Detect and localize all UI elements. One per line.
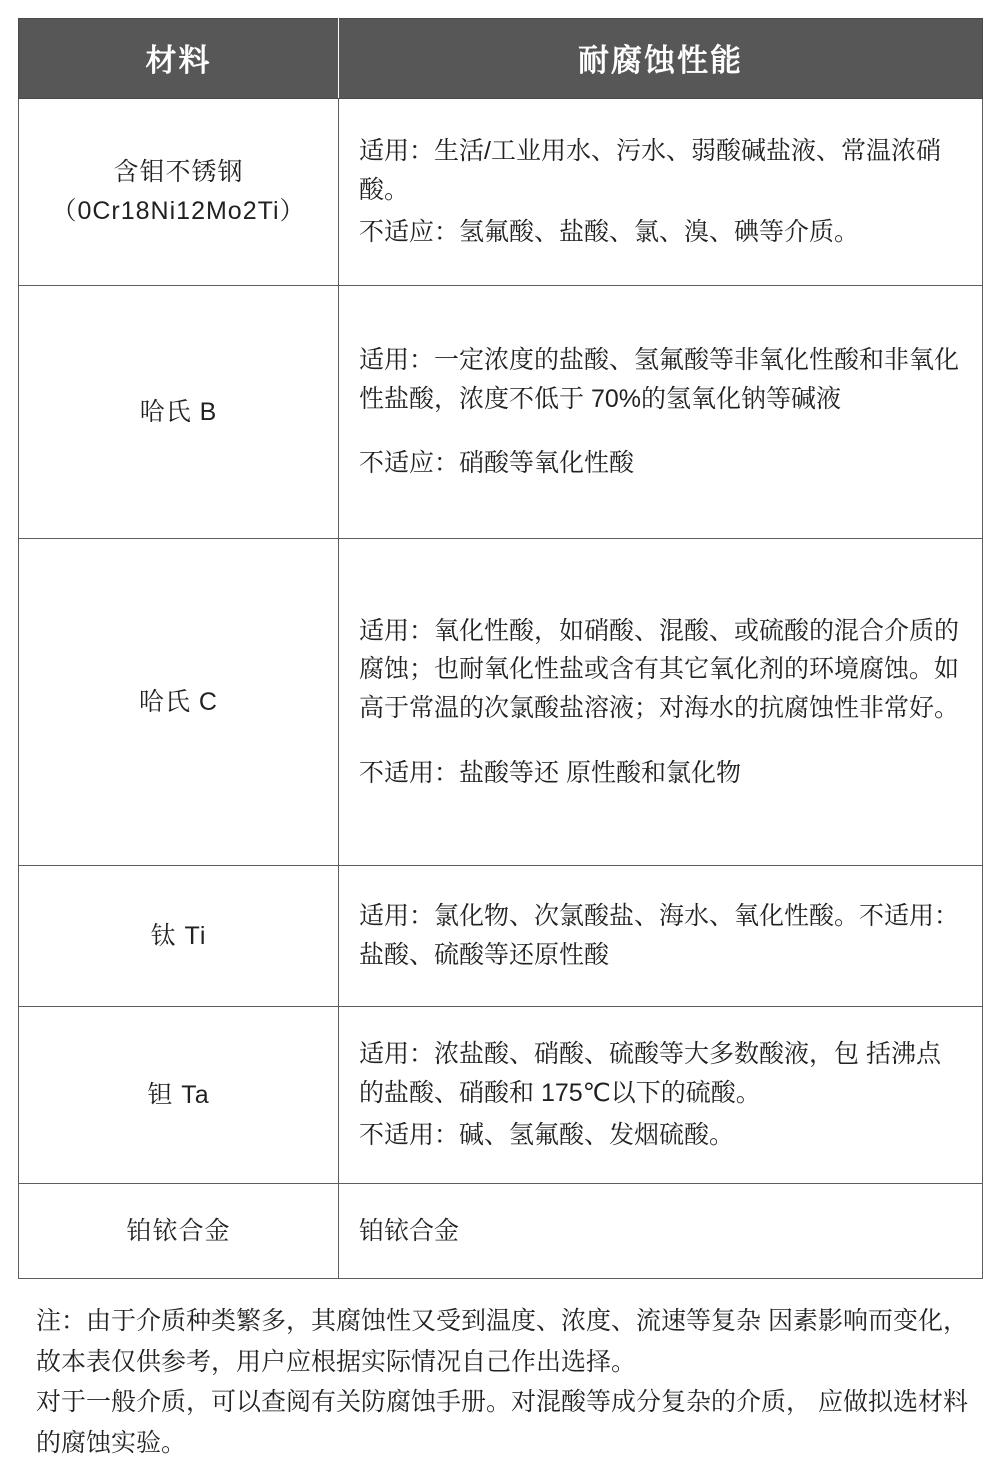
performance-cell — [339, 1007, 983, 1184]
material-name-cell — [19, 99, 339, 286]
table-note — [18, 1301, 982, 1463]
table-header — [19, 19, 983, 99]
performance-unsuitable-text: 不适用：盐酸等还 原性酸和氯化物 — [359, 758, 741, 787]
performance-text: 铂铱合金 — [359, 1216, 460, 1245]
performance-cell — [339, 1184, 983, 1279]
material-name-line2: （0Cr18Ni12Mo2Ti） — [51, 197, 306, 225]
table-row — [19, 1007, 983, 1184]
material-name-line1: 钽 Ta — [147, 1080, 210, 1109]
column-header-performance: 耐腐蚀性能 — [339, 19, 983, 99]
performance-cell — [339, 866, 983, 1007]
note-line-2: 对于一般介质，可以查阅有关防腐蚀手册。对混酸等成分复杂的介质， 应做拟选材料的腐蚀实验。 — [36, 1388, 968, 1457]
performance-text: 适用：氯化物、次氯酸盐、海水、氧化性酸。不适用：盐酸、硫酸等还原性酸 — [359, 902, 960, 969]
material-name-cell — [19, 1007, 339, 1184]
table-row — [19, 286, 983, 539]
performance-cell — [339, 539, 983, 866]
material-name-line1: 哈氏 B — [139, 397, 218, 426]
performance-suitable-text: 适用：氧化性酸，如硝酸、混酸、或硫酸的混合介质的腐蚀；也耐氧化性盐或含有其它氧化剂的环境腐蚀。如高于常温的次氯酸盐溶液；对海水的抗腐蚀性非常好。 — [359, 616, 960, 722]
performance-cell — [339, 99, 983, 286]
note-line-1: 注：由于介质种类繁多，其腐蚀性又受到温度、浓度、流速等复杂 因素影响而变化，故本表仅供参考，用户应根据实际情况自己作出选择。 — [36, 1307, 968, 1376]
material-name-cell — [19, 866, 339, 1007]
material-name-line1: 铂铱合金 — [126, 1216, 231, 1245]
table-row — [19, 99, 983, 286]
table-header-row — [19, 19, 983, 99]
table-row — [19, 866, 983, 1007]
performance-unsuitable-text: 不适应：硝酸等氧化性酸 — [359, 449, 635, 478]
material-name-cell — [19, 1184, 339, 1279]
material-name-line1: 哈氏 C — [138, 687, 218, 716]
table-row — [19, 539, 983, 866]
corrosion-resistance-table — [18, 18, 983, 1279]
performance-suitable-text: 适用：浓盐酸、硝酸、硫酸等大多数酸液，包 括沸点的盐酸、硝酸和 175℃以下的硫酸。 — [359, 1039, 941, 1107]
material-name-cell — [19, 286, 339, 539]
material-name-cell — [19, 539, 339, 866]
material-name-line1: 含钼不锈钢 — [113, 158, 244, 187]
performance-cell — [339, 286, 983, 539]
table-row — [19, 1184, 983, 1279]
column-header-material: 材料 — [19, 19, 339, 99]
performance-suitable-text: 适用：一定浓度的盐酸、氢氟酸等非氧化性酸和非氧化性盐酸，浓度不低于 70%的氢氧化钠等碱液 — [359, 345, 960, 413]
performance-suitable-text: 适用：生活/工业用水、污水、弱酸碱盐液、常温浓硝酸。 — [359, 136, 941, 204]
table-body — [19, 99, 983, 1279]
material-name-line1: 钛 Ti — [150, 921, 207, 950]
performance-unsuitable-text: 不适应：氢氟酸、盐酸、氯、溴、碘等介质。 — [359, 218, 860, 247]
performance-unsuitable-text: 不适用：碱、氢氟酸、发烟硫酸。 — [359, 1121, 735, 1150]
